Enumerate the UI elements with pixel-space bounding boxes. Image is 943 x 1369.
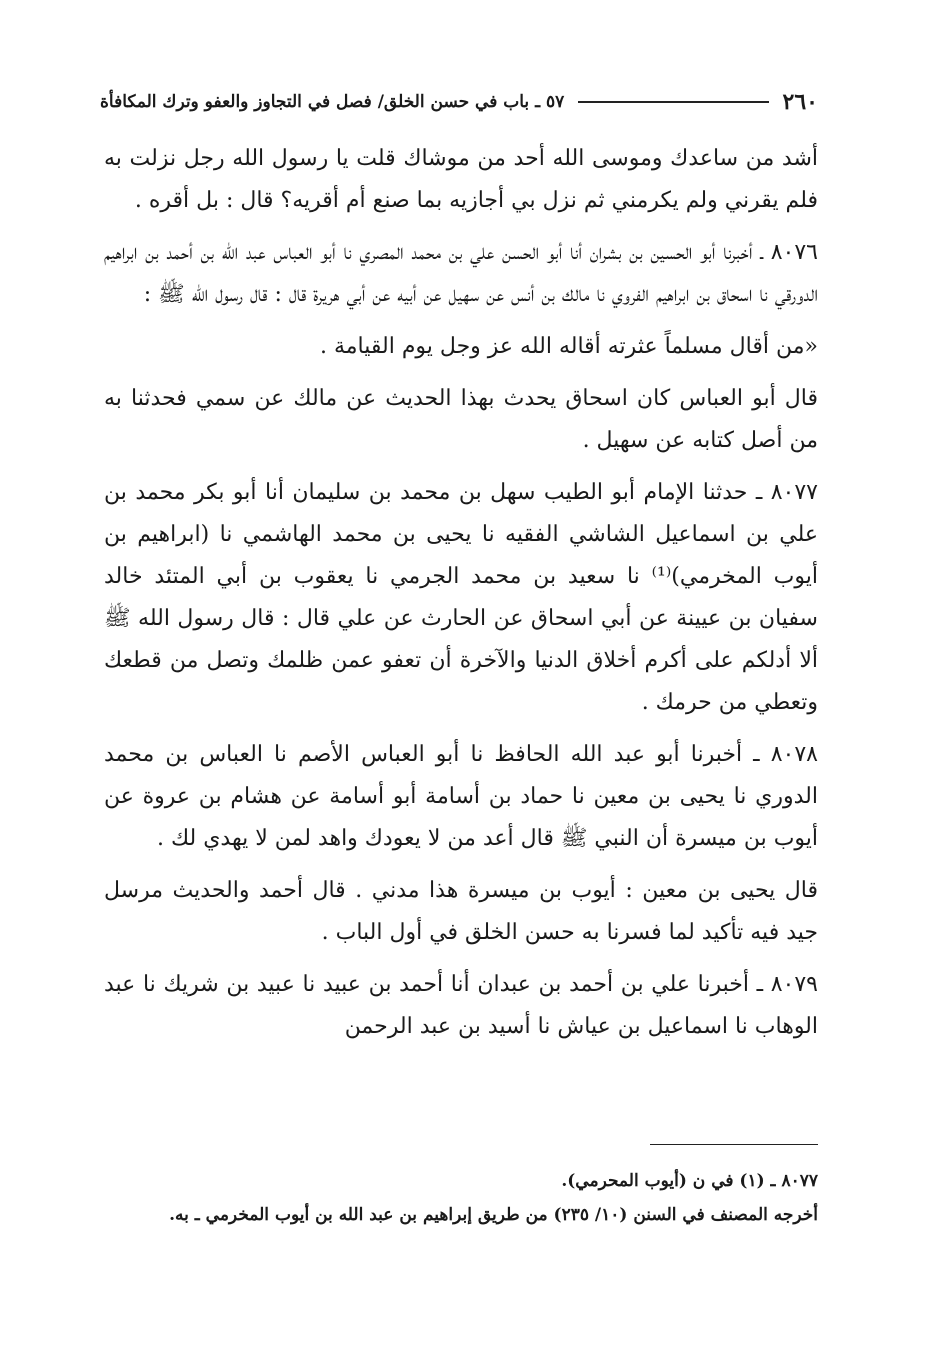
page-number: ٢٦٠: [782, 89, 818, 115]
main-text: [104, 138, 818, 1058]
hadith-8076: ٨٠٧٦ ـ أخبرنا أبو الحسين بن بشران أنا أبو الحسن علي بن محمد المصري نا أبو العباس عبد الله بن أحمد بن ابراهيم الدورقي نا اسحاق بن ابراهيم الفروي نا مالك بن أنس عن سهيل عن أبيه عن أبي هريرة قال : قال رسول الله ﷺ :: [104, 240, 818, 307]
footnote-1-source: أخرجه المصنف في السنن (١٠/ ٢٣٥) من طريق إبراهيم بن عبد الله بن أيوب المخرمي ـ به.: [169, 1205, 818, 1225]
hadith-8078-comment: قال يحيى بن معين : أيوب بن ميسرة هذا مدني . قال أحمد والحديث مرسل جيد فيه تأكيد لما فسرنا به حسن الخلق في أول الباب .: [104, 878, 818, 945]
running-header: [100, 84, 818, 120]
footnotes: [104, 1166, 818, 1234]
paragraph-continuation: أشد من ساعدك وموسى الله أحد من موشاك قلت يا رسول الله رجل نزلت به فلم يقرني ولم يكرمني ثم نزل بي أجازيه بما صنع أم أقريه؟ قال : بل أقره .: [104, 146, 818, 213]
hadith-8077: ٨٠٧٧ ـ حدثنا الإمام أبو الطيب سهل بن محمد بن سليمان أنا أبو بكر محمد بن علي بن اسماعيل الشاشي الفقيه نا يحيى بن محمد الهاشمي نا (ابراهيم بن أيوب المخرمي)⁽¹⁾ نا سعيد بن محمد الجرمي نا يعقوب بن أبي المتئد خالد سفيان بن عيينة عن أبي اسحاق عن الحارث عن علي قال : قال رسول الله ﷺ ألا أدلكم على أكرم أخلاق الدنيا والآخرة أن تعفو عمن ظلمك وتصل من قطعك وتعطي من حرمك .: [104, 480, 818, 715]
hadith-8079: ٨٠٧٩ ـ أخبرنا علي بن أحمد بن عبدان أنا أحمد بن عبيد نا عبيد بن شريك نا عبد الوهاب نا اسماعيل بن عياش نا أسيد بن عبد الرحمن: [104, 972, 818, 1039]
hadith-8078: ٨٠٧٨ ـ أخبرنا أبو عبد الله الحافظ نا أبو العباس الأصم نا العباس بن محمد الدوري نا يحيى بن معين نا حماد بن أسامة أبو أسامة عن هشام بن عروة عن أيوب بن ميسرة أن النبي ﷺ قال أعد من لا يعودك واهد لمن لا يهدي لك .: [104, 742, 818, 851]
footnote-1: ٨٠٧٧ ـ (١) في ن (أيوب المحرمي).: [561, 1171, 818, 1191]
hadith-8076-comment: قال أبو العباس كان اسحاق يحدث بهذا الحديث عن مالك عن سمي فحدثنا به من أصل كتابه عن سهيل .: [104, 386, 818, 453]
header-rule: [578, 101, 768, 103]
hadith-8076-matn: «من أقال مسلماً عثرته أقاله الله عز وجل يوم القيامة .: [319, 334, 818, 359]
header-title: ٥٧ ـ باب في حسن الخلق/ فصل في التجاوز والعفو وترك المكافأة: [100, 92, 565, 112]
footnote-separator: [650, 1144, 818, 1145]
